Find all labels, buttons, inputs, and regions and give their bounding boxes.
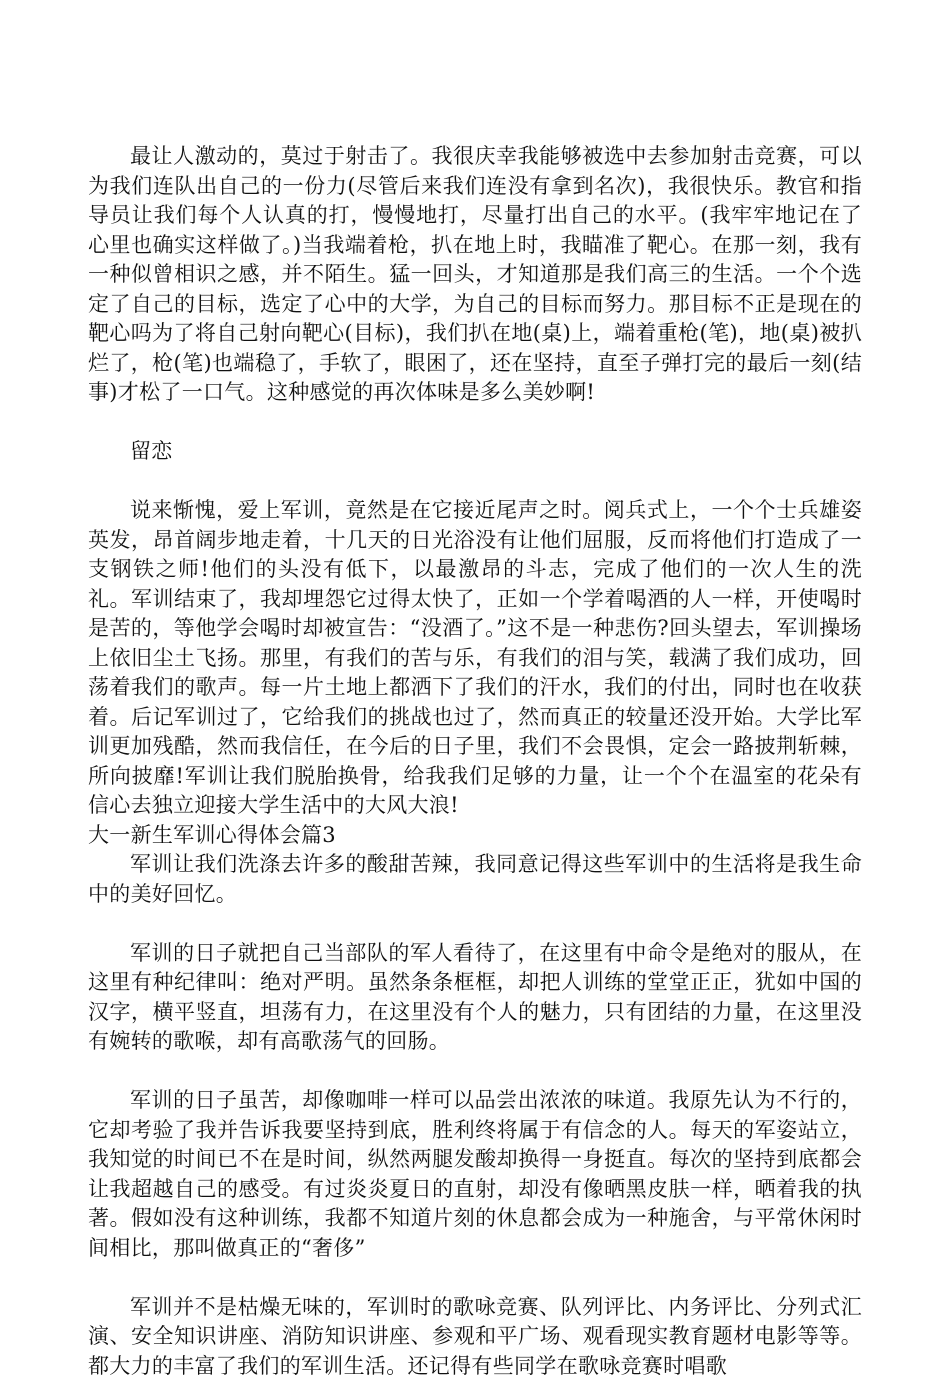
paragraph-discipline: 军训的日子就把自己当部队的军人看待了，在这里有中命令是绝对的服从，在这里有种纪律叫：绝对严明。虽然条条框框，却把人训练的堂堂正正，犹如中国的汉字，横平竖直，坦荡有力，在这里没有个人的魅力，只有团结的力量，在这里没有婉转的歌喉，却有高歌荡气的回肠。 [88,939,862,1057]
article-title-part3: 大一新生军训心得体会篇3 [88,821,862,851]
paragraph-hardship: 军训的日子虽苦，却像咖啡一样可以品尝出浓浓的味道。我原先认为不行的，它却考验了我并告诉我要坚持到底，胜利终将属于有信念的人。每天的军姿站立，我知觉的时间已不在是时间，纵然两腿发酸却换得一身挺直。每次的坚持到底都会让我超越自己的感受。有过炎炎夏日的直射，却没有像晒黑皮肤一样，晒着我的执著。假如没有这种训练，我都不知道片刻的休息都会成为一种施舍，与平常休闲时间相比，那叫做真正的“奢侈” [88,1086,862,1263]
paragraph-shooting: 最让人激动的，莫过于射击了。我很庆幸我能够被选中去参加射击竞赛，可以为我们连队出自己的一份力(尽管后来我们连没有拿到名次)，我很快乐。教官和指导员让我们每个人认真的打，慢慢地打，尽量打出自己的水平。(我牢牢地记在了心里也确实这样做了。)当我端着枪，扒在地上时，我瞄准了靶心。在那一刻，我有一种似曾相识之感，并不陌生。猛一回头，才知道那是我们高三的生活。一个个选定了自己的目标，选定了心中的大学，为自己的目标而努力。那目标不正是现在的靶心吗为了将自己射向靶心(目标)，我们扒在地(桌)上，端着重枪(笔)，地(桌)被扒烂了，枪(笔)也端稳了，手软了，眼困了，还在坚持，直至子弹打完的最后一刻(结事)才松了一口气。这种感觉的再次体味是多么美妙啊! [88,142,862,408]
paragraph-memories: 军训让我们洗涤去许多的酸甜苦辣，我同意记得这些军训中的生活将是我生命中的美好回忆。 [88,850,862,909]
paragraph-nostalgia: 说来惭愧，爱上军训，竟然是在它接近尾声之时。阅兵式上，一个个士兵雄姿英发，昂首阔步地走着，十几天的日光浴没有让他们屈服，反而将他们打造成了一支钢铁之师!他们的头没有低下，以最激昂的斗志，完成了他们的一次人生的洗礼。军训结束了，我却埋怨它过得太快了，正如一个学着喝酒的人一样，开使喝时是苦的，等他学会喝时却被宣告：“没酒了。”这不是一种悲伤?回头望去，军训操场上依旧尘土飞扬。那里，有我们的苦与乐，有我们的泪与笑，载满了我们成功，回荡着我们的歌声。每一片土地上都洒下了我们的汗水，我们的付出，同时也在收获着。后记军训过了，它给我们的挑战也过了，然而真正的较量还没开始。大学比军训更加残酷，然而我信任，在今后的日子里，我们不会畏惧，定会一路披荆斩棘，所向披靡!军训让我们脱胎换骨，给我我们足够的力量，让一个个在温室的花朵有信心去独立迎接大学生活中的大风大浪! [88,496,862,821]
document-body [88,142,862,1381]
section-heading-nostalgia: 留恋 [88,437,862,467]
paragraph-activities: 军训并不是枯燥无味的，军训时的歌咏竞赛、队列评比、内务评比、分列式汇演、安全知识讲座、消防知识讲座、参观和平广场、观看现实教育题材电影等等。都大力的丰富了我们的军训生活。还记得有些同学在歌咏竞赛时唱歌 [88,1293,862,1381]
